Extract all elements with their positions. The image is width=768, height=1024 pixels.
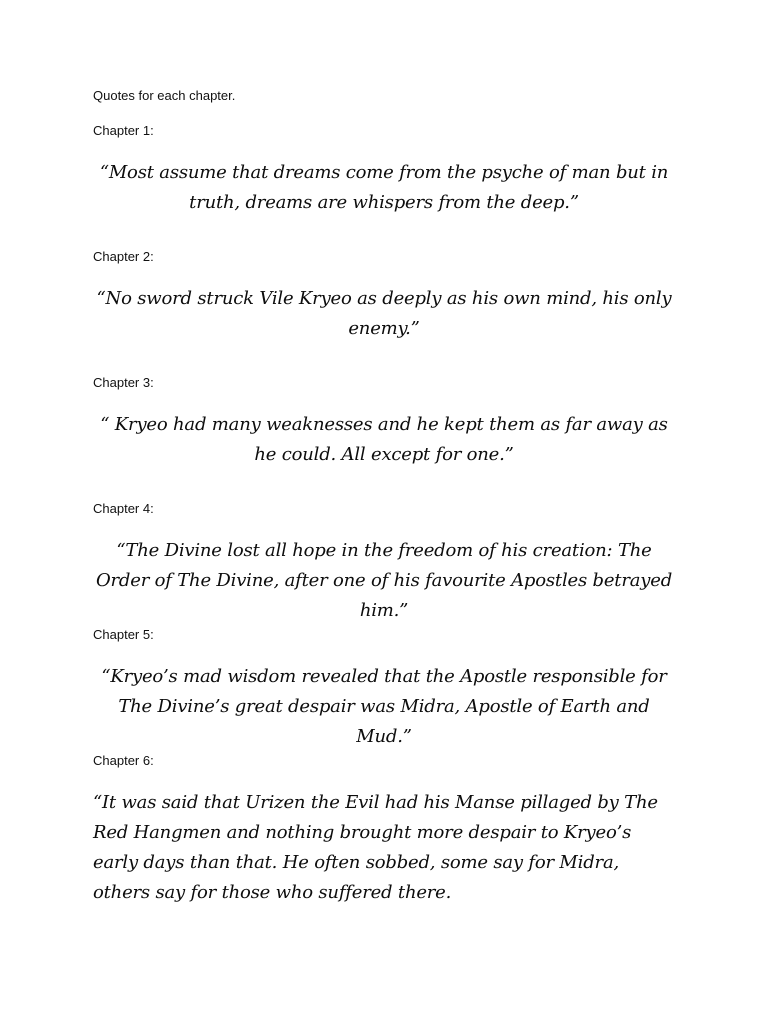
chapter-3-quote: “ Kryeo had many weaknesses and he kept them as far away as he could. All except for one.”: [100, 414, 668, 465]
chapter-1-quote: “Most assume that dreams come from the psyche of man but in truth, dreams are whispers from the deep.”: [99, 162, 669, 213]
chapter-2-quote: “No sword struck Vile Kryeo as deeply as his own mind, his only enemy.”: [96, 288, 672, 339]
chapter-3-label: Chapter 3:: [93, 375, 154, 390]
chapter-5-label: Chapter 5:: [93, 627, 154, 642]
chapter-6-label: Chapter 6:: [93, 753, 154, 768]
document-title: Quotes for each chapter.: [93, 88, 236, 103]
chapter-6-quote: “It was said that Urizen the Evil had his Manse pillaged by The Red Hangmen and nothing brought more despair to Kryeo’s early days than that. He often sobbed, some say for Midra, others say for those who suffered there.: [93, 792, 658, 903]
chapter-2-label: Chapter 2:: [93, 249, 154, 264]
chapter-5-quote: “Kryeo’s mad wisdom revealed that the Apostle responsible for The Divine’s great despair was Midra, Apostle of Earth and Mud.”: [101, 666, 667, 747]
chapter-1-label: Chapter 1:: [93, 123, 154, 138]
chapter-4-label: Chapter 4:: [93, 501, 154, 516]
chapter-4-quote: “The Divine lost all hope in the freedom of his creation: The Order of The Divine, after one of his favourite Apostles betrayed him.”: [95, 540, 673, 621]
